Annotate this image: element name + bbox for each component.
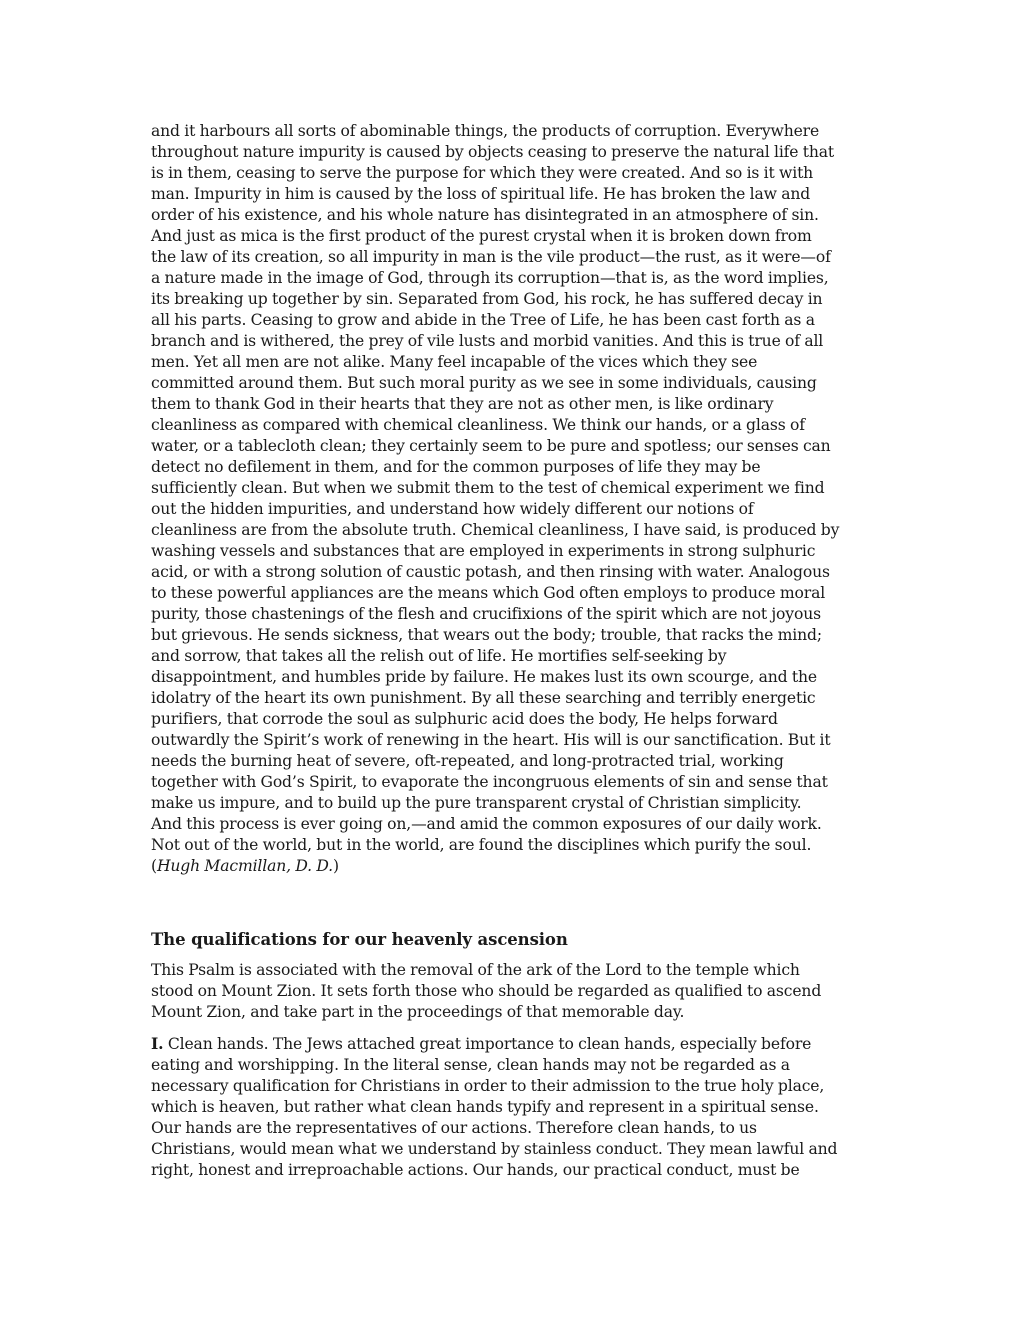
text-line: a nature made in the image of God, through its corruption—that is, as the word implies, — [151, 269, 829, 287]
point-first-line: Clean hands. The Jews attached great importance to clean hands, especially before — [163, 1035, 812, 1053]
text-line — [151, 1033, 873, 1055]
text-line: together with God’s Spirit, to evaporate the incongruous elements of sin and sense that — [151, 773, 828, 791]
text-line: order of his existence, and his whole nature has disintegrated in an atmosphere of sin. — [151, 206, 819, 224]
attribution-close-paren: ) — [332, 857, 339, 875]
point-marker: I. — [151, 1034, 164, 1053]
text-line: man. Impurity in him is caused by the loss of spiritual life. He has broken the law and — [151, 185, 811, 203]
text-line: water, or a tablecloth clean; they certainly seem to be pure and spotless; our senses can — [151, 437, 831, 455]
text-line: Not out of the world, but in the world, are found the disciplines which purify the soul. — [151, 836, 812, 854]
attribution — [151, 856, 873, 877]
text-line: disappointment, and humbles pride by failure. He makes lust its own scourge, and the — [151, 668, 817, 686]
text-line: stood on Mount Zion. It sets forth those who should be regarded as qualified to ascend — [151, 982, 822, 1000]
text-line: And this process is ever going on,—and amid the common exposures of our daily work. — [151, 815, 822, 833]
text-line: This Psalm is associated with the removal of the ark of the Lord to the temple which — [151, 961, 800, 979]
text-line: purifiers, that corrode the soul as sulphuric acid does the body, He helps forward — [151, 710, 778, 728]
text-line: necessary qualification for Christians in order to their admission to the true holy place, — [151, 1077, 825, 1095]
text-line: throughout nature impurity is caused by objects ceasing to preserve the natural life that — [151, 143, 835, 161]
text-line: idolatry of the heart its own punishment. By all these searching and terribly energetic — [151, 689, 816, 707]
passage-paragraph — [151, 121, 873, 877]
text-line: Christians, would mean what we understand by stainless conduct. They mean lawful and — [151, 1140, 838, 1158]
text-line: Mount Zion, and take part in the proceedings of that memorable day. — [151, 1003, 685, 1021]
text-line: right, honest and irreproachable actions. Our hands, our practical conduct, must be — [151, 1161, 800, 1179]
text-line: men. Yet all men are not alike. Many feel incapable of the vices which they see — [151, 353, 758, 371]
text-line: purity, those chastenings of the flesh and crucifixions of the spirit which are not joyous — [151, 605, 821, 623]
text-line: out the hidden impurities, and understand how widely different our notions of — [151, 500, 754, 518]
point-one-paragraph — [151, 1033, 873, 1181]
attribution-open-paren: ( — [151, 857, 157, 875]
paragraph-gap — [151, 1023, 873, 1033]
text-line: cleanliness as compared with chemical cleanliness. We think our hands, or a glass of — [151, 416, 805, 434]
text-line: but grievous. He sends sickness, that wears out the body; trouble, that racks the mind; — [151, 626, 822, 644]
text-line: acid, or with a strong solution of caustic potash, and then rinsing with water. Analogous — [151, 563, 830, 581]
text-line: the law of its creation, so all impurity in man is the vile product—the rust, as it were—of — [151, 248, 831, 266]
section-heading: The qualifications for our heavenly ascension — [151, 930, 568, 949]
text-line: washing vessels and substances that are employed in experiments in strong sulphuric — [151, 542, 816, 560]
text-line: sufficiently clean. But when we submit them to the test of chemical experiment we find — [151, 479, 825, 497]
text-line: them to thank God in their hearts that they are not as other men, is like ordinary — [151, 395, 774, 413]
text-line: And just as mica is the first product of the purest crystal when it is broken down from — [151, 227, 812, 245]
text-line: outwardly the Spirit’s work of renewing in the heart. His will is our sanctification. But it — [151, 731, 831, 749]
text-line: all his parts. Ceasing to grow and abide in the Tree of Life, he has been cast forth as a — [151, 311, 815, 329]
text-line: Our hands are the representatives of our actions. Therefore clean hands, to us — [151, 1119, 757, 1137]
text-line: its breaking up together by sin. Separated from God, his rock, he has suffered decay in — [151, 290, 823, 308]
text-line: make us impure, and to build up the pure transparent crystal of Christian simplicity. — [151, 794, 802, 812]
section-gap — [151, 877, 873, 929]
text-line: needs the burning heat of severe, oft-repeated, and long-protracted trial, working — [151, 752, 784, 770]
text-line: cleanliness are from the absolute truth. Chemical cleanliness, I have said, is produced by — [151, 521, 840, 539]
document-page — [151, 121, 873, 1181]
attribution-author: Hugh Macmillan, D. D. — [156, 857, 333, 875]
text-line: eating and worshipping. In the literal sense, clean hands may not be regarded as a — [151, 1056, 790, 1074]
text-line: which is heaven, but rather what clean hands typify and represent in a spiritual sense. — [151, 1098, 819, 1116]
text-line: to these powerful appliances are the means which God often employs to produce moral — [151, 584, 826, 602]
text-line: detect no defilement in them, and for the common purposes of life they may be — [151, 458, 761, 476]
heading-gap — [151, 951, 873, 960]
intro-paragraph — [151, 960, 873, 1023]
text-line: committed around them. But such moral purity as we see in some individuals, causing — [151, 374, 817, 392]
text-line: and sorrow, that takes all the relish out of life. He mortifies self-seeking by — [151, 647, 727, 665]
text-line: branch and is withered, the prey of vile lusts and morbid vanities. And this is true of all — [151, 332, 824, 350]
text-line: is in them, ceasing to serve the purpose for which they were created. And so is it with — [151, 164, 814, 182]
text-line: and it harbours all sorts of abominable things, the products of corruption. Everywhere — [151, 122, 820, 140]
